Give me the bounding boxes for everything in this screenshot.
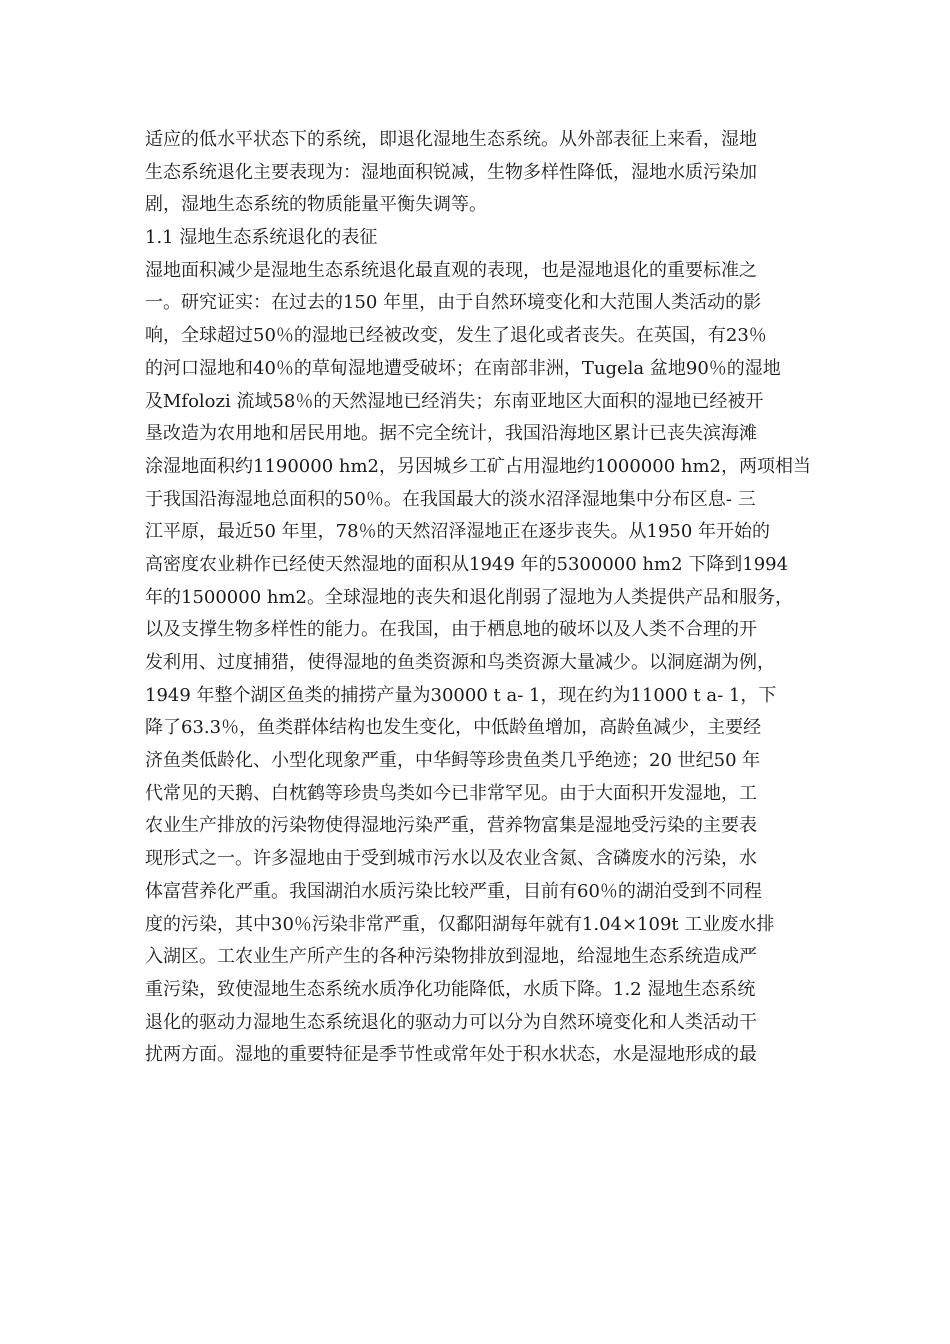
text-line: 高密度农业耕作已经使天然湿地的面积从1949 年的5300000 hm2 下降到1994 [145,553,789,575]
text-line: 响，全球超过50％的湿地已经被改变，发生了退化或者丧失。在英国，有23％ [145,325,767,347]
text-line: 垦改造为农用地和居民用地。据不完全统计，我国沿海地区累计已丧失滨海滩 [145,423,757,445]
section-heading: 1.1 湿地生态系统退化的表征 [145,227,378,249]
text-line: 及Mfolozi 流域58％的天然湿地已经消失；东南亚地区大面积的湿地已经被开 [145,390,764,412]
text-line: 农业生产排放的污染物使得湿地污染严重，营养物富集是湿地受污染的主要表 [145,815,757,837]
text-line: 入湖区。工农业生产所产生的各种污染物排放到湿地，给湿地生态系统造成严 [145,946,757,968]
text-line: 降了63.3％，鱼类群体结构也发生变化，中低龄鱼增加，高龄鱼减少，主要经 [145,717,762,739]
text-line: 一。研究证实：在过去的150 年里，由于自然环境变化和大范围人类活动的影 [145,292,762,314]
text-line: 于我国沿海湿地总面积的50％。在我国最大的淡水沼泽湿地集中分布区息- 三 [145,488,756,510]
text-line: 现形式之一。许多湿地由于受到城市污水以及农业含氮、含磷废水的污染，水 [145,848,757,870]
body-text [145,124,815,1072]
text-line: 年的1500000 hm2。全球湿地的丧失和退化削弱了湿地为人类提供产品和服务， [145,586,793,608]
text-line: 湿地面积减少是湿地生态系统退化最直观的表现，也是湿地退化的重要标准之 [145,259,757,281]
text-line: 度的污染，其中30％污染非常严重，仅鄱阳湖每年就有1.04×109t 工业废水排 [145,913,775,935]
text-line: 适应的低水平状态下的系统，即退化湿地生态系统。从外部表征上来看，湿地 [145,129,757,150]
text-line: 济鱼类低龄化、小型化现象严重，中华鲟等珍贵鱼类几乎绝迹；20 世纪50 年 [145,750,761,772]
text-line: 的河口湿地和40％的草甸湿地遭受破坏；在南部非洲，Tugela 盆地90％的湿地 [145,357,781,379]
text-line: 体富营养化严重。我国湖泊水质污染比较严重，目前有60％的湖泊受到不同程 [145,880,762,902]
text-line: 涂湿地面积约1190000 hm2，另因城乡工矿占用湿地约1000000 hm2，两项相当 [145,455,811,477]
text-line: 发利用、过度捕猎，使得湿地的鱼类资源和鸟类资源大量减少。以洞庭湖为例， [145,652,775,673]
text-line: 扰两方面。湿地的重要特征是季节性或常年处于积水状态，水是湿地形成的最 [145,1044,757,1066]
text-line: 江平原，最近50 年里，78％的天然沼泽湿地正在逐步丧失。从1950 年开始的 [145,521,771,543]
text-line: 剧，湿地生态系统的物质能量平衡失调等。 [145,194,487,216]
text-line: 1949 年整个湖区鱼类的捕捞产量为30000 t a- 1，现在约为11000 t a- 1，下 [145,684,777,706]
text-line: 代常见的天鹅、白枕鹤等珍贵鸟类如今已非常罕见。由于大面积开发湿地，工 [145,782,757,804]
text-line: 生态系统退化主要表现为：湿地面积锐减，生物多样性降低，湿地水质污染加 [145,161,757,183]
text-line: 重污染，致使湿地生态系统水质净化功能降低，水质下降。1.2 湿地生态系统 [145,978,756,1000]
text-line: 退化的驱动力湿地生态系统退化的驱动力可以分为自然环境变化和人类活动干 [145,1011,757,1033]
text-line: 以及支撑生物多样性的能力。在我国，由于栖息地的破坏以及人类不合理的开 [145,619,757,641]
